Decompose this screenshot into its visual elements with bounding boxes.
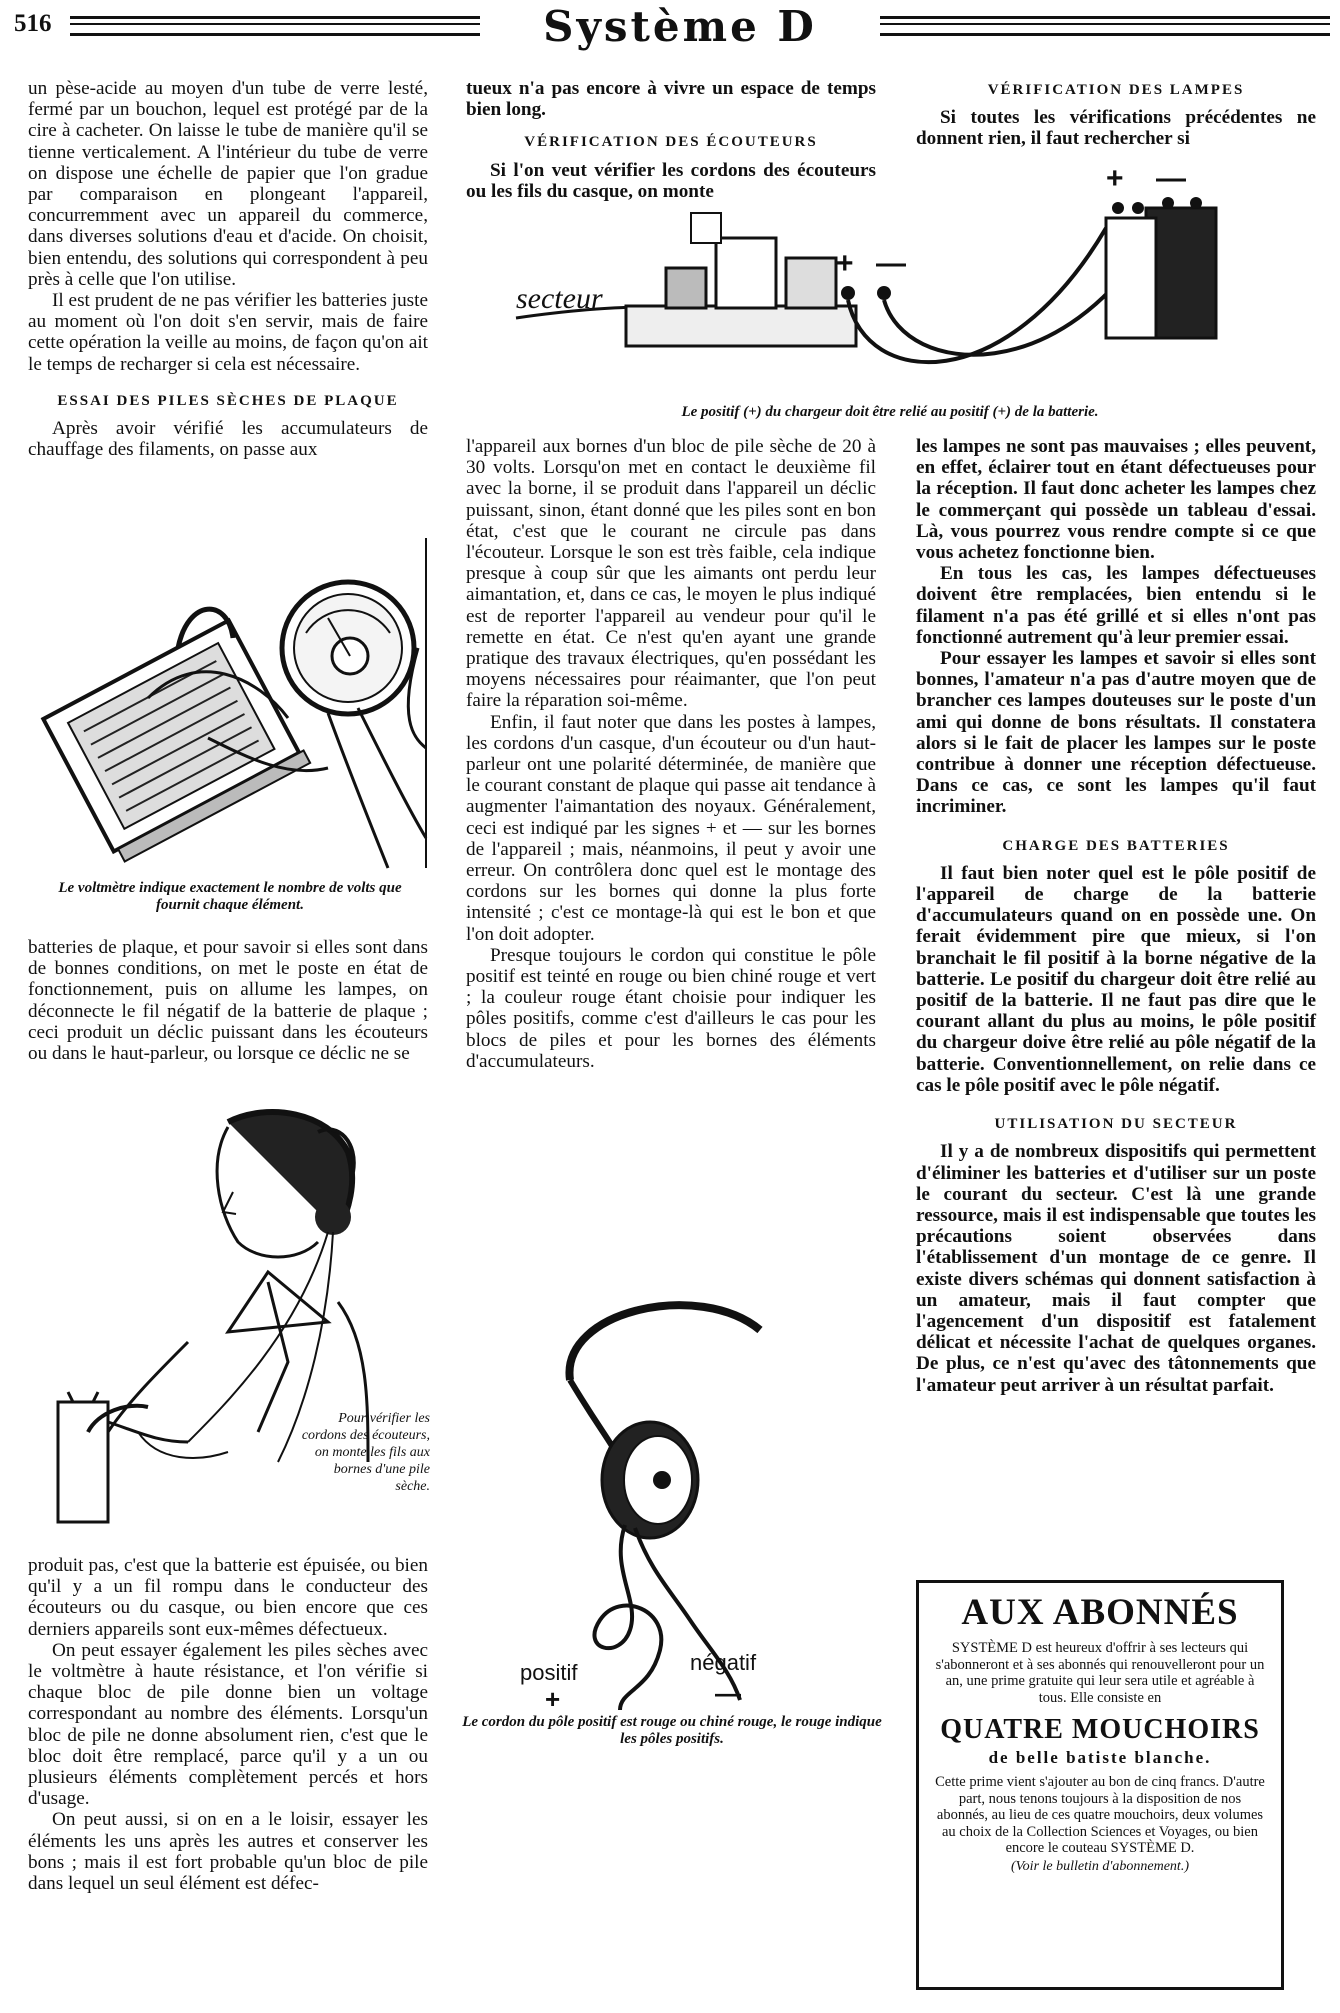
column-2-mid <box>466 436 876 1072</box>
fig-label: — <box>1156 168 1186 195</box>
fig-label: négatif <box>690 1650 757 1675</box>
paragraph: produit pas, c'est que la batterie est épuisée, ou bien qu'il y a un fil rompu dans le conducteur des écouteurs ou du casque, ou bien encore que ces derniers appareils sont eux-mêmes défectueux. <box>28 1555 428 1640</box>
fig-label: secteur <box>516 282 603 315</box>
ad-title: AUX ABONNÉS <box>961 1592 1239 1633</box>
paragraph: Enfin, il faut noter que dans les postes à lampes, les cordons d'un casque, d'un écouteur ou d'un haut-parleur ont une polarité déterminée, de manière que le courant constant de plaque qui passe ait tendance à augmenter l'aimantation des noyaux. Généralement, ceci est indiqué par les signes + et — sur les bornes de l'appareil ; mais, néanmoins, il peut y avoir une erreur. On contrôlera donc quel est le montage des cordons sur les bornes qui donne la plus forte intensité ; c'est ce montage-là qui est le bon et que l'on doit adopter. <box>466 711 876 945</box>
paragraph: Il y a de nombreux dispositifs qui permettent d'éliminer les batteries et d'utiliser sur un poste le courant du secteur. C'est là une grande ressource, mais il est indispensable que toutes les précautions soient observées dans l'établissement d'un montage de ce genre. Il existe divers schémas qui donnent satisfaction à un amateur, mais il faut compter que l'agencement d'un dispositif est fatalement délicat et nécessite l'achat de quelques organes. De plus, ce n'est qu'avec des tâtonnements que l'amateur peut arriver à un résultat parfait. <box>916 1141 1316 1396</box>
charger-battery-illustration <box>506 168 1316 398</box>
voltmeter-illustration <box>28 538 428 878</box>
fig-label: positif <box>520 1660 578 1685</box>
paragraph: Si l'on veut vérifier les cordons des écouteurs ou les fils du casque, on monte <box>466 159 876 202</box>
paragraph: Il faut bien noter quel est le pôle positif de l'appareil de charge de la batterie d'accumulateurs quand on en possède une. On ferait évidemment pire que mieux, si l'on branchait le fil positif à la borne négative de la batterie. Le positif du chargeur doit être relié au positif de la batterie. Il ne faut pas dire que le courant allant du plus au moins, le pôle positif du chargeur doive être relié au pôle négatif de la batterie. Conventionnellement, on relie dans ce cas le pôle positif avec le pôle négatif. <box>916 862 1316 1096</box>
section-heading: VÉRIFICATION DES LAMPES <box>987 82 1245 98</box>
paragraph: un pèse-acide au moyen d'un tube de verre lesté, fermé par un bouchon, lequel est protégé par de la cire à cacheter. On laisse le tube de manière qu'il se tienne verticalement. A l'intérieur du tube de verre on dispose une échelle de papier que l'on gradue par comparaison en plongeant l'appareil, concurremment avec un appareil du commerce, dans diverses solutions d'eau et d'acide. On choisit, bien entendu, des solutions qui correspondent à peu près à celle que l'on utilise. <box>28 78 428 290</box>
paragraph: On peut essayer également les piles sèches avec le voltmètre à haute résistance, et l'on vérifie si chaque bloc de pile donne bien un voltage correspondant au nombre des éléments. Lorsqu'un bloc de pile ne donne absolument rien, c'est que le bloc doit être remplacé, parce qu'il y a un ou plusieurs éléments complètement percés et hors d'usage. <box>28 1639 428 1810</box>
column-1-mid <box>28 937 428 1064</box>
ad-body: SYSTÈME D est heureux d'offrir à ses lecteurs qui s'abonneront et à ses abonnés qui renouvelleront pour un an, une prime gratuite qui leur sera utile et agréable à tous. Elle consiste en <box>935 1640 1265 1706</box>
paragraph: Si toutes les vérifications précédentes ne donnent rien, il faut rechercher si <box>916 107 1316 150</box>
subscriber-ad-box <box>916 1580 1284 1990</box>
figure-caption: Le cordon du pôle positif est rouge ou chiné rouge, le rouge indique les pôles positifs. <box>462 1714 882 1747</box>
column-1-top <box>28 78 428 460</box>
figure-caption: Le positif (+) du chargeur doit être relié au positif (+) de la batterie. <box>681 404 1099 420</box>
header-rule-left <box>70 16 480 36</box>
ad-body: Cette prime vient s'ajouter au bon de cinq francs. D'autre part, nous tenons toujours à la disposition de nos abonnés, au lieu de ces quatre mouchoirs, deux volumes au choix de la Collection Sciences et Voyages, ou bien encore le couteau SYSTÈME D. <box>935 1774 1265 1856</box>
figure-caption: Pour vérifier les cordons des écouteurs, on monte les fils aux bornes d'une pile sèche. <box>301 1411 430 1494</box>
column-3-top <box>916 78 1316 150</box>
section-heading: UTILISATION DU SECTEUR <box>994 1116 1238 1133</box>
paragraph: Pour essayer les lampes et savoir si elles sont bonnes, l'amateur n'a pas d'autre moyen que de brancher ces lampes douteuses sur le poste d'un ami qui donne de bons résultats. Il constatera alors si le fait de placer les lampes sur le poste contribue à donner une réception défectueuse. Dans ce cas, ce sont les lampes qu'il faut incriminer. <box>916 648 1316 818</box>
column-3-mid <box>916 436 1316 1396</box>
figure-voltmeter <box>28 538 428 878</box>
paragraph: Après avoir vérifié les accumulateurs de chauffage des filaments, on passe aux <box>28 418 428 461</box>
paragraph: les lampes ne sont pas mauvaises ; elles peuvent, en effet, éclairer tout en étant défectueuses pour la réception. Il faut donc acheter les lampes chez le commerçant qui possède un tableau d'essai. Là, vous pourrez vous rendre compte si ce que vous achetez fonctionne bien. <box>916 436 1316 564</box>
fig-label: — <box>876 247 906 280</box>
paragraph: Presque toujours le cordon qui constitue le pôle positif est teinté en rouge ou bien chiné rouge et vert ; la couleur rouge étant choisie pour indiquer les pôles positifs, comme c'est d'ailleurs le cas pour les blocs de piles et pour les bornes des éléments d'accumulateurs. <box>466 944 876 1072</box>
headphone-cord-illustration <box>500 1290 880 1710</box>
fig-label: + <box>1106 168 1124 195</box>
paragraph: Il est prudent de ne pas vérifier les batteries juste au moment où l'on doit s'en servir, mais de faire cette opération la veille au moins, de façon qu'on ait le temps de recharger si cela est nécessaire. <box>28 290 428 375</box>
paragraph: On peut aussi, si on en a le loisir, essayer les éléments les uns après les autres et conserver les bons ; mais il est fort probable qu'un bloc de pile dans lequel un seul élément est défec- <box>28 1809 428 1895</box>
column-1-bottom <box>28 1555 428 1894</box>
fig-label: + <box>836 247 854 280</box>
paragraph: tueux n'a pas encore à vivre un espace de temps bien long. <box>466 78 876 121</box>
section-heading: ESSAI DES PILES SÈCHES DE PLAQUE <box>57 392 399 409</box>
ad-offer: QUATRE MOUCHOIRS <box>940 1714 1260 1745</box>
fig-label: — <box>715 1678 741 1708</box>
figure-headphone-cord <box>500 1290 880 1710</box>
page-number: 516 <box>14 10 52 37</box>
section-heading: CHARGE DES BATTERIES <box>1002 837 1230 854</box>
masthead-title: Système D <box>543 2 817 51</box>
paragraph: batteries de plaque, et pour savoir si elles sont dans de bonnes conditions, on met le poste en état de fonctionnement, puis on allume les lampes, on déconnecte le fil négatif de la batterie de plaque ; ceci produit un déclic puissant dans les écouteurs ou dans le haut-parleur, ou lorsque ce déclic ne se <box>28 937 428 1065</box>
fig-label: + <box>545 1684 561 1710</box>
paragraph: En tous les cas, les lampes défectueuses doivent être remplacées, bien entendu si le filament n'a pas été grillé et si elles n'ont pas fonctionné autrement qu'à leur premier essai. <box>916 563 1316 648</box>
paragraph: l'appareil aux bornes d'un bloc de pile sèche de 20 à 30 volts. Lorsqu'on met en contact le deuxième fil avec la borne, il se produit dans l'appareil un déclic puissant, sinon, étant donné que les piles sont en bon état, c'est que le courant ne circule pas dans l'écouteur. Lorsque le son est très faible, cela indique presque à coup sûr que les aimants ont perdu leur aimantation, et, dans ce cas, le moyen le plus indiqué est de reporter l'appareil au vendeur pour qu'il le remette en état. Ce n'est qu'en ayant une grande pratique des travaux électriques, qu'en possédant les moyens nécessaires pour réaimanter, que l'on peut faire la réparation soi-même. <box>466 436 876 712</box>
figure-caption: Le voltmètre indique exactement le nombre de volts que fournit chaque élément. <box>58 880 402 913</box>
ad-note: (Voir le bulletin d'abonnement.) <box>1011 1858 1189 1874</box>
section-heading: VÉRIFICATION DES ÉCOUTEURS <box>524 134 818 151</box>
header-rule-right <box>880 16 1330 36</box>
figure-charger-battery <box>506 168 1316 398</box>
ad-offer-sub: de belle batiste blanche. <box>988 1748 1212 1767</box>
